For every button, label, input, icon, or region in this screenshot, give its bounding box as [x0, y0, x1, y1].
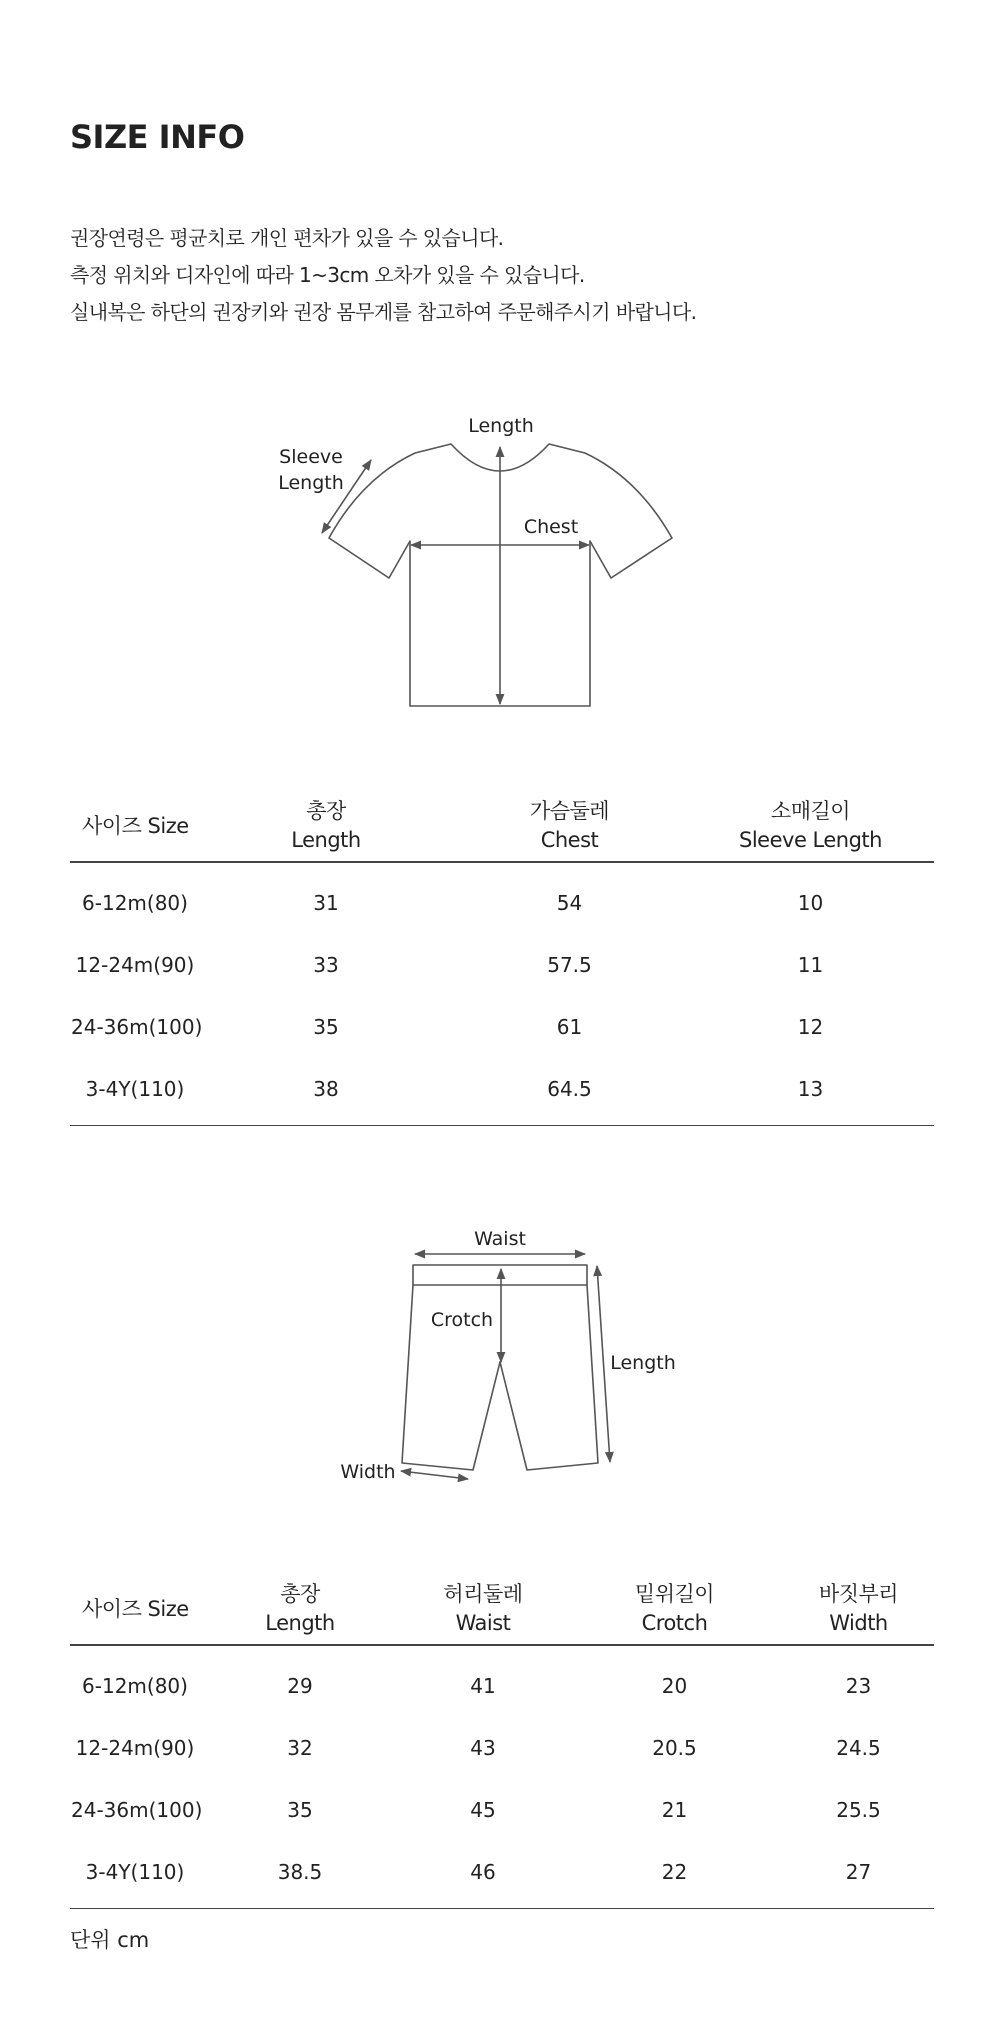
waist-cell: 46: [470, 1860, 496, 1884]
table-row: [70, 1779, 934, 1841]
bottom-garment-diagram: [0, 1220, 1000, 1500]
column-header-chest: 가슴둘레 Chest: [529, 799, 610, 852]
sleeve-label: Length: [278, 472, 344, 494]
length-cell: 38: [313, 1077, 339, 1101]
size-cell: 3-4Y(110): [85, 1860, 185, 1884]
length-cell: 35: [313, 1015, 339, 1039]
unit-note: 단위 cm: [70, 1928, 150, 1952]
length-cell: 31: [313, 891, 339, 915]
table-row: [70, 1645, 934, 1717]
crotch-cell: 22: [661, 1860, 688, 1884]
crotch-cell: 21: [661, 1798, 688, 1822]
size-cell: 3-4Y(110): [85, 1077, 185, 1101]
page-title: SIZE INFO: [70, 118, 245, 156]
width-cell: 27: [845, 1860, 872, 1884]
table-row: [70, 1717, 934, 1779]
size-cell: 6-12m(80): [82, 1674, 188, 1698]
length-cell: 32: [287, 1736, 313, 1760]
length-label: Length: [610, 1352, 676, 1374]
sleeve-measure-line: [322, 460, 371, 533]
column-header-length: 총장 Length: [265, 1582, 335, 1635]
waist-label: Waist: [474, 1228, 526, 1250]
shorts-outline: [402, 1265, 598, 1470]
size-cell: 6-12m(80): [82, 891, 188, 915]
table-row: [70, 1058, 934, 1126]
sleeve-cell: 12: [797, 1015, 824, 1039]
width-cell: 23: [845, 1674, 872, 1698]
length-label: Length: [468, 415, 534, 437]
crotch-cell: 20: [661, 1674, 688, 1698]
table-header-row: [70, 1580, 934, 1645]
width-cell: 24.5: [836, 1736, 881, 1760]
table-row: [70, 996, 934, 1058]
column-header-sleeve-length: 소매길이 Sleeve Length: [739, 799, 882, 852]
width-cell: 25.5: [836, 1798, 881, 1822]
size-cell: 12-24m(90): [75, 1736, 195, 1760]
note-line: 실내복은 하단의 권장키와 권장 몸무게를 참고하여 주문해주시기 바랍니다.: [70, 300, 697, 324]
length-cell: 38.5: [277, 1860, 323, 1884]
sleeve-cell: 13: [797, 1077, 824, 1101]
size-cell: 24-36m(100): [71, 1015, 203, 1039]
chest-cell: 64.5: [547, 1077, 592, 1101]
length-cell: 33: [313, 953, 339, 977]
sleeve-cell: 11: [797, 953, 824, 977]
length-cell: 35: [287, 1798, 313, 1822]
size-cell: 12-24m(90): [75, 953, 195, 977]
chest-cell: 54: [556, 891, 583, 915]
waist-cell: 43: [470, 1736, 496, 1760]
sleeve-label: Sleeve: [279, 446, 343, 468]
size-cell: 24-36m(100): [71, 1798, 203, 1822]
crotch-cell: 20.5: [652, 1736, 697, 1760]
waist-cell: 41: [470, 1674, 496, 1698]
table-header-row: [70, 797, 934, 862]
top-garment-diagram: [0, 400, 1000, 720]
table-row: [70, 1841, 934, 1909]
column-header-width: 바짓부리 Width: [818, 1582, 899, 1635]
size-column-header: 사이즈 Size: [82, 813, 189, 838]
column-header-waist: 허리둘레 Waist: [443, 1582, 523, 1635]
table-row: [70, 862, 934, 934]
column-header-crotch: 밑위길이 Crotch: [634, 1582, 715, 1635]
width-label: Width: [340, 1461, 396, 1483]
note-line: 측정 위치와 디자인에 따라 1~3cm 오차가 있을 수 있습니다.: [70, 263, 585, 287]
table-row: [70, 934, 934, 996]
chest-cell: 57.5: [547, 953, 592, 977]
note-line: 권장연령은 평균치로 개인 편차가 있을 수 있습니다.: [70, 226, 504, 250]
width-measure-line: [401, 1471, 468, 1479]
chest-label: Chest: [523, 516, 579, 538]
sleeve-cell: 10: [797, 891, 824, 915]
top-size-table: [70, 797, 934, 1126]
length-measure-line: [597, 1266, 610, 1462]
crotch-label: Crotch: [430, 1309, 494, 1331]
chest-cell: 61: [556, 1015, 583, 1039]
bottom-size-table: [70, 1580, 934, 1909]
size-column-header: 사이즈 Size: [82, 1596, 189, 1621]
length-cell: 29: [287, 1674, 313, 1698]
size-notes: [70, 220, 696, 331]
waist-cell: 45: [470, 1798, 496, 1822]
column-header-length: 총장 Length: [291, 799, 361, 852]
